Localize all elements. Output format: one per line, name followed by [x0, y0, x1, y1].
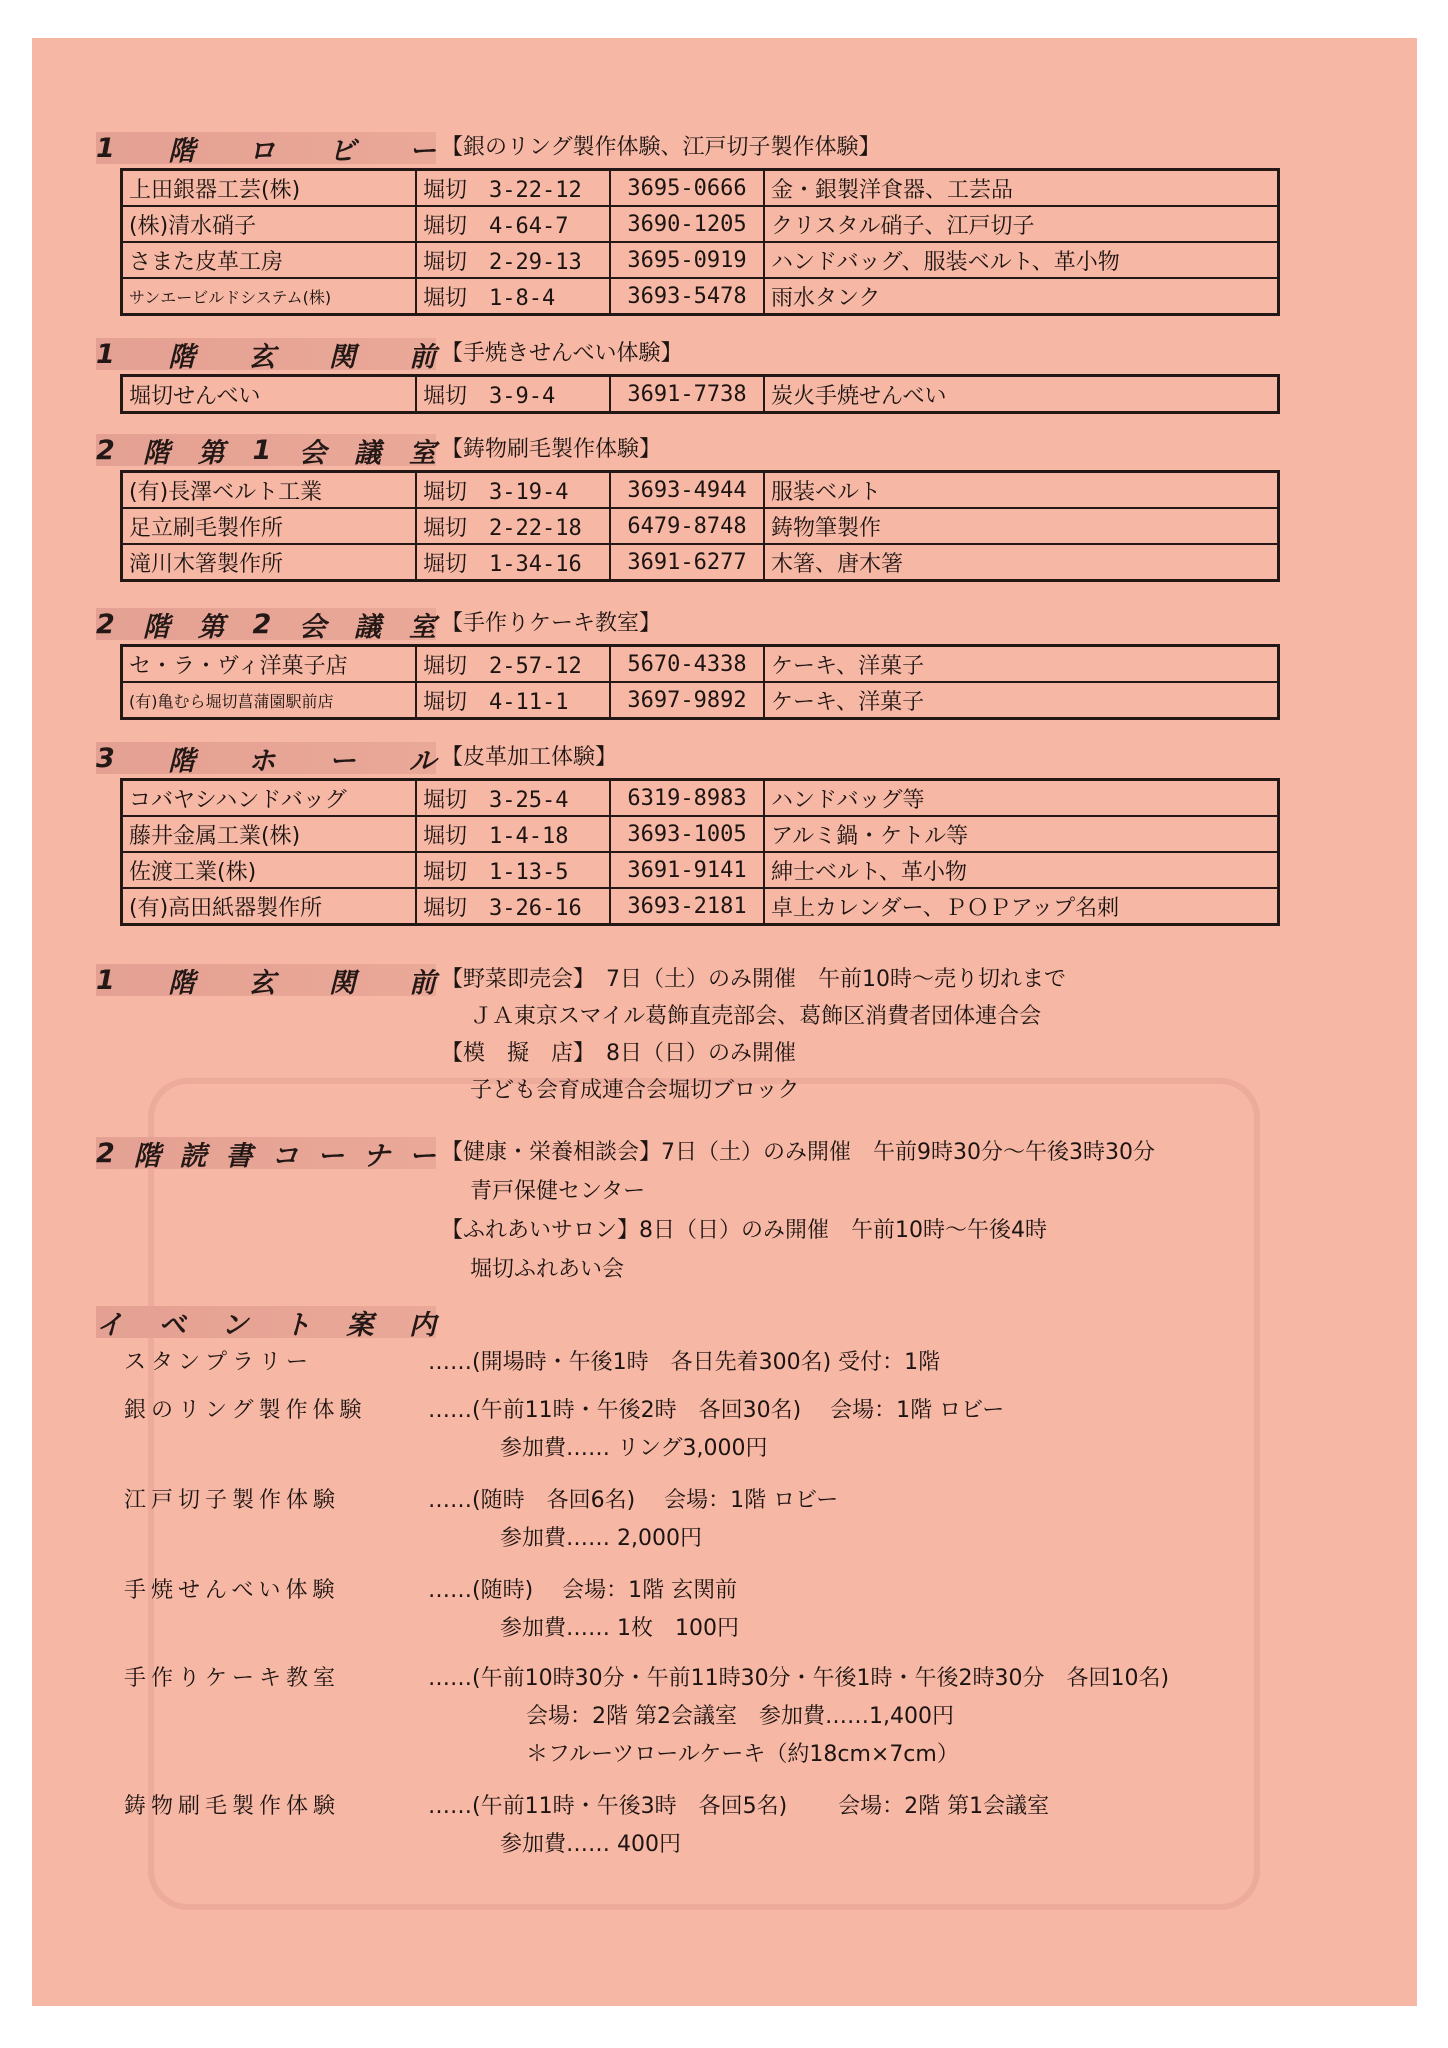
section-heading: [96, 132, 436, 167]
section-heading-char: 議: [354, 437, 382, 469]
vendor-name: さまた皮革工房: [122, 242, 417, 278]
events-heading-char: 案: [346, 1309, 374, 1341]
events-heading-char: イ: [96, 1309, 123, 1341]
vendor-phone: 5670-4338: [610, 646, 764, 683]
entrance-line: ＪＡ東京スマイル葛飾直売部会、葛飾区消費者団体連合会: [470, 1004, 1042, 1029]
section-heading-char: ビ: [328, 135, 356, 167]
vendor-name: コバヤシハンドバッグ: [122, 780, 417, 817]
vendor-products: 炭火手焼せんべい: [764, 376, 1279, 413]
table-row: [122, 242, 1279, 278]
vendor-products: 卓上カレンダー、ＰＯＰアップ名刺: [764, 888, 1279, 925]
vendor-address: 堀切 3-19-4: [416, 472, 610, 509]
reading-heading-char: 階: [133, 1140, 161, 1172]
section-subtitle: 【手作りケーキ教室】: [441, 611, 662, 636]
section-heading-char: ロ: [248, 135, 276, 167]
event-detail: ……(午前11時・午後3時 各回5名) 会場：2階 第1会議室: [428, 1794, 1050, 1819]
event-extra: 参加費…… 1枚 100円: [500, 1616, 739, 1641]
vendor-products: アルミ鍋・ケトル等: [764, 816, 1279, 852]
vendor-phone: 3690-1205: [610, 206, 764, 242]
section-heading-char: 玄: [248, 341, 276, 373]
vendor-name: 滝川木箸製作所: [122, 544, 417, 581]
section-heading-char: 室: [408, 611, 436, 643]
vendor-address: 堀切 3-26-16: [416, 888, 610, 925]
table-row: [122, 780, 1279, 817]
table-row: [122, 544, 1279, 581]
table-row: [122, 682, 1279, 719]
section-heading-char: ホ: [248, 745, 276, 777]
entrance-line: 【野菜即売会】 7日（土）のみ開催 午前10時～売り切れまで: [441, 967, 1066, 992]
section-heading-char: 前: [408, 341, 436, 373]
entrance-heading: [96, 964, 436, 999]
section-heading-char: 3: [96, 742, 115, 774]
vendor-phone: 3693-2181: [610, 888, 764, 925]
section-heading: [96, 742, 436, 777]
event-extra: 参加費…… 400円: [500, 1832, 681, 1857]
table-row: [122, 278, 1279, 315]
entrance-line: 【模 擬 店】 8日（日）のみ開催: [441, 1041, 796, 1066]
event-name: 手作りケーキ教室: [124, 1666, 341, 1691]
section-heading-char: 2: [252, 608, 272, 640]
reading-heading-char: ー: [408, 1140, 436, 1172]
event-detail: ……(開場時・午後1時 各日先着300名) 受付：1階: [428, 1350, 941, 1375]
reading-heading-char: ー: [317, 1140, 345, 1172]
section-heading-char: 階: [168, 341, 196, 373]
events-heading-char: ト: [283, 1309, 311, 1341]
vendor-products: 金・銀製洋食器、工芸品: [764, 170, 1279, 207]
vendor-name: (有)亀むら堀切菖蒲園駅前店: [122, 682, 417, 719]
table-row: [122, 508, 1279, 544]
table-row: [122, 472, 1279, 509]
vendor-name: セ・ラ・ヴィ洋菓子店: [122, 646, 417, 683]
event-name: 江戸切子製作体験: [124, 1488, 341, 1513]
section-heading-char: 関: [328, 341, 356, 373]
vendor-address: 堀切 1-13-5: [416, 852, 610, 888]
vendor-name: 佐渡工業(株): [122, 852, 417, 888]
section-heading-char: ー: [408, 135, 436, 167]
vendor-table: [120, 644, 1280, 720]
vendor-phone: 6479-8748: [610, 508, 764, 544]
vendor-products: ケーキ、洋菓子: [764, 682, 1279, 719]
vendor-phone: 3691-7738: [610, 376, 764, 413]
vendor-phone: 6319-8983: [610, 780, 764, 817]
event-detail: ……(午前10時30分・午前11時30分・午後1時・午後2時30分 各回10名): [428, 1666, 1170, 1691]
table-row: [122, 888, 1279, 925]
reading-heading-char: ナ: [363, 1140, 391, 1172]
entrance-heading-char: 関: [328, 967, 356, 999]
vendor-phone: 3693-5478: [610, 278, 764, 315]
vendor-products: ケーキ、洋菓子: [764, 646, 1279, 683]
entrance-heading-char: 1: [96, 964, 115, 996]
vendor-name: 足立刷毛製作所: [122, 508, 417, 544]
section-heading: [96, 434, 436, 469]
vendor-phone: 3693-1005: [610, 816, 764, 852]
event-detail: ……(随時) 会場：1階 玄関前: [428, 1578, 738, 1603]
vendor-name: 堀切せんべい: [122, 376, 417, 413]
section-subtitle: 【手焼きせんべい体験】: [441, 341, 683, 366]
section-heading: [96, 608, 436, 643]
event-name: 鋳物刷毛製作体験: [124, 1794, 341, 1819]
reading-heading: [96, 1137, 436, 1172]
vendor-products: 鋳物筆製作: [764, 508, 1279, 544]
vendor-address: 堀切 2-22-18: [416, 508, 610, 544]
section-heading-char: 階: [142, 611, 170, 643]
events-heading: [96, 1306, 436, 1341]
table-row: [122, 646, 1279, 683]
reading-heading-char: 読: [179, 1140, 207, 1172]
events-heading-char: 内: [408, 1309, 436, 1341]
table-row: [122, 852, 1279, 888]
vendor-phone: 3691-6277: [610, 544, 764, 581]
vendor-table: [120, 470, 1280, 582]
vendor-phone: 3691-9141: [610, 852, 764, 888]
reading-line: 【ふれあいサロン】8日（日）のみ開催 午前10時～午後4時: [441, 1218, 1047, 1243]
event-detail: ……(随時 各回6名) 会場：1階 ロビー: [428, 1488, 839, 1513]
section-heading-char: 会: [299, 437, 327, 469]
events-heading-char: ン: [221, 1309, 249, 1341]
section-heading-char: 2: [96, 608, 115, 640]
vendor-products: 木箸、唐木箸: [764, 544, 1279, 581]
section-heading-char: 階: [168, 745, 196, 777]
section-heading-char: 第: [197, 611, 225, 643]
vendor-name: 上田銀器工芸(株): [122, 170, 417, 207]
vendor-table: [120, 778, 1280, 926]
vendor-phone: 3695-0919: [610, 242, 764, 278]
event-name: スタンプラリー: [124, 1350, 314, 1375]
reading-heading-char: 2: [96, 1137, 115, 1169]
table-row: [122, 206, 1279, 242]
section-subtitle: 【銀のリング製作体験、江戸切子製作体験】: [441, 135, 881, 160]
vendor-table: [120, 168, 1280, 316]
section-heading-char: 会: [299, 611, 327, 643]
section-subtitle: 【皮革加工体験】: [441, 745, 618, 770]
section-heading-char: ー: [328, 745, 356, 777]
vendor-address: 堀切 3-22-12: [416, 170, 610, 207]
vendor-address: 堀切 4-11-1: [416, 682, 610, 719]
vendor-products: 紳士ベルト、革小物: [764, 852, 1279, 888]
vendor-address: 堀切 3-25-4: [416, 780, 610, 817]
table-row: [122, 816, 1279, 852]
vendor-products: ハンドバッグ、服装ベルト、革小物: [764, 242, 1279, 278]
section-heading-char: 階: [168, 135, 196, 167]
event-detail: ……(午前11時・午後2時 各回30名) 会場：1階 ロビー: [428, 1398, 1005, 1423]
vendor-address: 堀切 4-64-7: [416, 206, 610, 242]
section-heading-char: ル: [408, 745, 436, 777]
event-name: 手焼せんべい体験: [124, 1578, 340, 1603]
reading-heading-char: 書: [225, 1140, 253, 1172]
vendor-address: 堀切 1-8-4: [416, 278, 610, 315]
section-heading-char: 第: [197, 437, 225, 469]
event-name: 銀のリング製作体験: [124, 1398, 367, 1423]
vendor-name: (有)長澤ベルト工業: [122, 472, 417, 509]
entrance-line: 子ども会育成連合会堀切ブロック: [470, 1078, 800, 1103]
vendor-name: (有)高田紙器製作所: [122, 888, 417, 925]
entrance-heading-char: 前: [408, 967, 436, 999]
vendor-address: 堀切 3-9-4: [416, 376, 610, 413]
vendor-table: [120, 374, 1280, 414]
vendor-address: 堀切 1-4-18: [416, 816, 610, 852]
table-row: [122, 376, 1279, 413]
section-heading: [96, 338, 436, 373]
vendor-name: 藤井金属工業(株): [122, 816, 417, 852]
vendor-phone: 3697-9892: [610, 682, 764, 719]
vendor-address: 堀切 1-34-16: [416, 544, 610, 581]
reading-heading-char: コ: [271, 1140, 299, 1172]
vendor-name: サンエービルドシステム(株): [122, 278, 417, 315]
section-heading-char: 1: [96, 132, 115, 164]
entrance-heading-char: 玄: [248, 967, 276, 999]
vendor-address: 堀切 2-57-12: [416, 646, 610, 683]
section-heading-char: 議: [354, 611, 382, 643]
vendor-phone: 3695-0666: [610, 170, 764, 207]
section-heading-char: 1: [252, 434, 272, 466]
vendor-name: (株)清水硝子: [122, 206, 417, 242]
section-subtitle: 【鋳物刷毛製作体験】: [441, 437, 662, 462]
event-extra: 参加費…… リング3,000円: [500, 1436, 768, 1461]
reading-line: 【健康・栄養相談会】7日（土）のみ開催 午前9時30分～午後3時30分: [441, 1140, 1155, 1165]
section-heading-char: 階: [142, 437, 170, 469]
reading-line: 青戸保健センター: [470, 1179, 646, 1204]
event-extra: 会場：2階 第2会議室 参加費……1,400円: [526, 1704, 954, 1729]
entrance-heading-char: 階: [168, 967, 196, 999]
reading-line: 堀切ふれあい会: [470, 1257, 625, 1282]
vendor-products: 服装ベルト: [764, 472, 1279, 509]
vendor-phone: 3693-4944: [610, 472, 764, 509]
section-heading-char: 2: [96, 434, 115, 466]
vendor-products: ハンドバッグ等: [764, 780, 1279, 817]
vendor-products: 雨水タンク: [764, 278, 1279, 315]
event-extra: ＊フルーツロールケーキ（約18cm×7cm）: [526, 1742, 959, 1767]
table-row: [122, 170, 1279, 207]
section-heading-char: 室: [408, 437, 436, 469]
event-extra: 参加費…… 2,000円: [500, 1526, 702, 1551]
vendor-address: 堀切 2-29-13: [416, 242, 610, 278]
section-heading-char: 1: [96, 338, 115, 370]
vendor-products: クリスタル硝子、江戸切子: [764, 206, 1279, 242]
events-heading-char: ベ: [158, 1309, 186, 1341]
